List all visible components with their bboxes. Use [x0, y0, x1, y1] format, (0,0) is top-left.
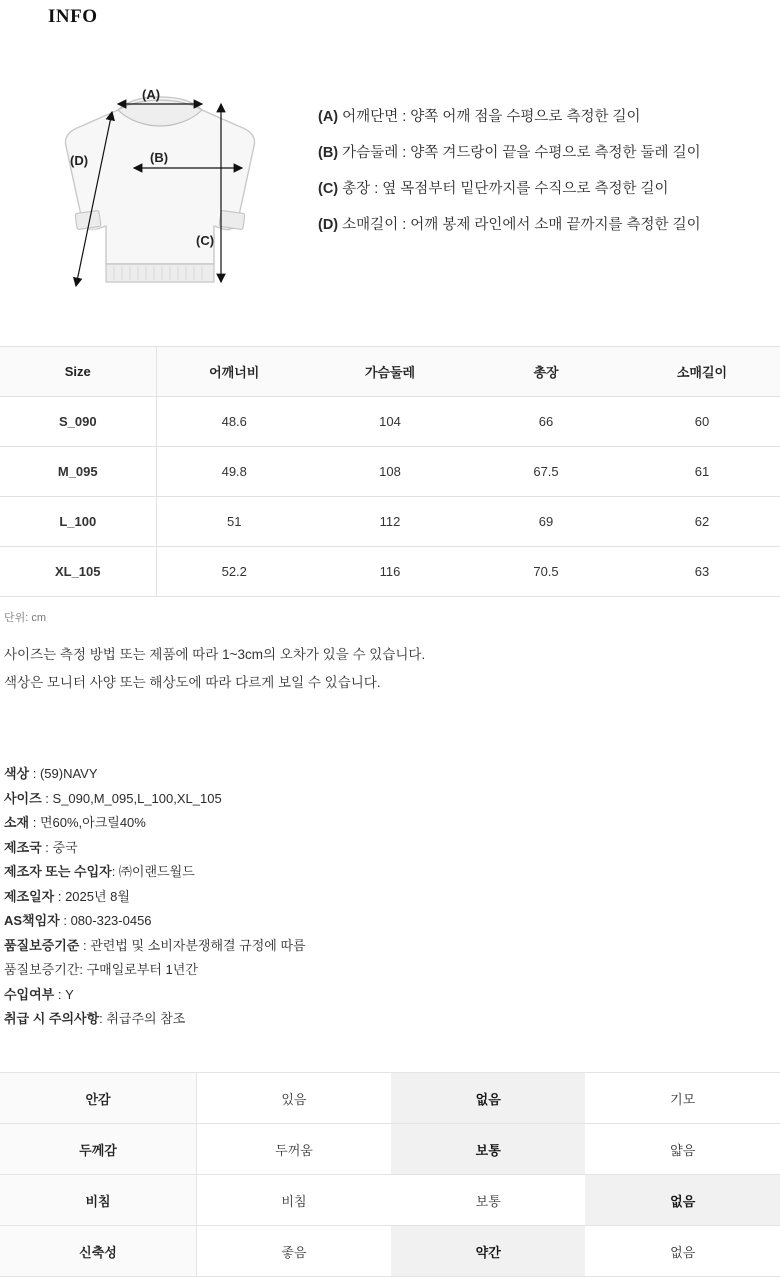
attr-option-lining-2: 기모: [585, 1073, 780, 1124]
table-row: [0, 497, 780, 547]
legend-text-d: 소매길이 : 어깨 봉제 라인에서 소매 끝까지를 측정한 길이: [338, 216, 701, 233]
sweater-diagram: [0, 42, 318, 292]
spec-key-country: 제조국: [4, 839, 42, 855]
spec-row-material: [4, 814, 780, 832]
spec-value-warranty-period: : 구매일로부터 1년간: [79, 962, 198, 978]
table-row: [0, 447, 780, 497]
spec-value-warranty-standard: : 관련법 및 소비자분쟁해결 규정에 따름: [79, 937, 306, 953]
diagram-label-b: (B): [150, 150, 169, 165]
size-cell-chest: 108: [312, 447, 468, 497]
spec-key-care: 취급 시 주의사항: [4, 1011, 100, 1027]
product-spec-list: [0, 699, 780, 1028]
table-row: [0, 1124, 780, 1175]
spec-row-warranty-period: [4, 961, 780, 979]
size-cell-name: L_100: [0, 497, 156, 547]
spec-value-imported: : Y: [54, 986, 74, 1002]
spec-value-country: : 중국: [41, 839, 78, 855]
spec-row-care: [4, 1010, 780, 1028]
size-table-header-size: Size: [0, 347, 156, 397]
spec-row-manufacture-date: [4, 888, 780, 906]
table-row: [0, 397, 780, 447]
size-cell-name: XL_105: [0, 547, 156, 597]
diagram-label-d: (D): [70, 153, 89, 168]
spec-value-material: : 면60%,아크릴40%: [29, 815, 146, 831]
size-cell-shoulder: 51: [156, 497, 312, 547]
legend-text-a: 어깨단면 : 양쪽 어깨 점을 수평으로 측정한 길이: [338, 109, 641, 125]
spec-row-imported: [4, 986, 780, 1004]
size-cell-chest: 112: [312, 497, 468, 547]
size-cell-name: S_090: [0, 397, 156, 447]
spec-row-manufacturer: [4, 863, 780, 881]
sweater-illustration-svg: [0, 42, 318, 292]
attr-label-lining: 안감: [0, 1073, 197, 1124]
legend-item-b: [318, 144, 780, 163]
legend-tag-b: (B): [318, 144, 339, 161]
spec-key-material: 소재: [4, 815, 30, 831]
size-cell-chest: 104: [312, 397, 468, 447]
spec-value-size: : S_090,M_095,L_100,XL_105: [41, 790, 222, 806]
size-cell-shoulder: 48.6: [156, 397, 312, 447]
spec-value-care: : 취급주의 참조: [99, 1011, 186, 1027]
table-row: [0, 547, 780, 597]
legend-text-c: 총장 : 옆 목점부터 밑단까지를 수직으로 측정한 길이: [338, 180, 669, 197]
spec-row-size: [4, 790, 780, 808]
spec-key-warranty-period: 품질보증기간: [4, 962, 80, 978]
size-cell-length: 70.5: [468, 547, 624, 597]
legend-tag-c: (C): [318, 180, 339, 197]
diagram-label-a: (A): [142, 87, 161, 102]
unit-note: 단위: cm: [4, 612, 47, 624]
legend-item-a: [318, 108, 780, 127]
size-table-header-chest: 가슴둘레: [312, 347, 468, 397]
spec-row-warranty-standard: [4, 937, 780, 955]
attr-option-elasticity-0: 좋음: [197, 1226, 391, 1277]
size-table-header-length: 총장: [468, 347, 624, 397]
attr-option-thickness-2: 얇음: [585, 1124, 780, 1175]
table-row: [0, 1226, 780, 1277]
size-table-header-row: [0, 347, 780, 397]
attr-option-sheerness-0: 비침: [197, 1175, 391, 1226]
attr-option-elasticity-2: 없음: [585, 1226, 780, 1277]
spec-key-manufacture-date: 제조일자: [4, 888, 55, 904]
legend-tag-a: (A): [318, 109, 339, 125]
size-cell-length: 67.5: [468, 447, 624, 497]
size-cell-sleeve: 62: [624, 497, 780, 547]
measurement-legend: [318, 42, 780, 251]
attr-option-elasticity-1: 약간: [391, 1226, 585, 1277]
table-row: [0, 1175, 780, 1226]
note-color-variance: 색상은 모니터 사양 또는 해상도에 따라 다르게 보일 수 있습니다.: [4, 675, 381, 690]
size-cell-sleeve: 61: [624, 447, 780, 497]
spec-value-color: : (59)NAVY: [29, 766, 98, 781]
spec-key-size: 사이즈: [4, 790, 42, 806]
diagram-label-c: (C): [196, 233, 215, 248]
size-cell-sleeve: 60: [624, 397, 780, 447]
spec-key-color: 색상: [4, 766, 30, 781]
legend-item-d: [318, 216, 780, 235]
attr-label-sheerness: 비침: [0, 1175, 197, 1226]
size-table-header-sleeve: 소매길이: [624, 347, 780, 397]
attr-option-lining-0: 있음: [197, 1073, 391, 1124]
legend-text-b: 가슴둘레 : 양쪽 겨드랑이 끝을 수평으로 측정한 둘레 길이: [338, 144, 701, 161]
spec-key-as-contact: AS책임자: [4, 913, 60, 929]
size-cell-length: 69: [468, 497, 624, 547]
size-cell-sleeve: 63: [624, 547, 780, 597]
disclaimer-notes: [0, 625, 780, 691]
spec-key-warranty-standard: 품질보증기준: [4, 937, 80, 953]
size-cell-name: M_095: [0, 447, 156, 497]
attr-option-sheerness-1: 보통: [391, 1175, 585, 1226]
legend-item-c: [318, 180, 780, 199]
size-cell-length: 66: [468, 397, 624, 447]
size-table-header-shoulder: 어깨너비: [156, 347, 312, 397]
attr-label-elasticity: 신축성: [0, 1226, 197, 1277]
page-title: INFO: [48, 6, 98, 27]
measurement-diagram-section: [0, 28, 780, 288]
spec-row-country: [4, 839, 780, 857]
spec-row-color: [4, 765, 780, 783]
table-row: [0, 1073, 780, 1124]
spec-value-manufacturer: : ㈜이랜드월드: [111, 864, 195, 880]
attr-label-thickness: 두께감: [0, 1124, 197, 1175]
size-cell-shoulder: 49.8: [156, 447, 312, 497]
size-cell-chest: 116: [312, 547, 468, 597]
spec-value-manufacture-date: : 2025년 8월: [54, 888, 130, 904]
spec-key-imported: 수입여부: [4, 986, 55, 1002]
legend-tag-d: (D): [318, 216, 339, 233]
attr-option-thickness-1: 보통: [391, 1124, 585, 1175]
spec-key-manufacturer: 제조자 또는 수입자: [4, 864, 112, 880]
attr-option-lining-1: 없음: [391, 1073, 585, 1124]
fabric-attribute-table: [0, 1072, 780, 1277]
size-cell-shoulder: 52.2: [156, 547, 312, 597]
note-measurement-tolerance: 사이즈는 측정 방법 또는 제품에 따라 1~3cm의 오차가 있을 수 있습니다.: [4, 647, 426, 662]
attr-option-sheerness-2: 없음: [585, 1175, 780, 1226]
size-table: [0, 346, 780, 597]
spec-value-as-contact: : 080-323-0456: [59, 913, 152, 929]
spec-row-as-contact: [4, 912, 780, 930]
attr-option-thickness-0: 두꺼움: [197, 1124, 391, 1175]
